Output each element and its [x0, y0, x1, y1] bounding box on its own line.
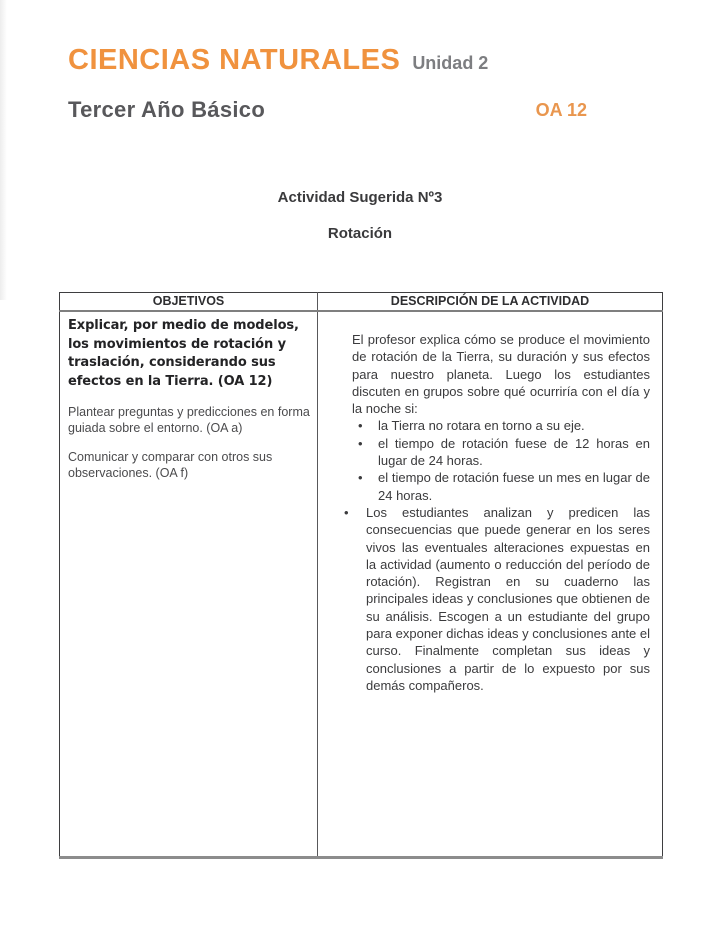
- document-header: [68, 44, 488, 77]
- unit-label: Unidad 2: [412, 53, 489, 73]
- column-header-objectives: OBJETIVOS: [60, 293, 318, 312]
- description-cell: [318, 311, 663, 858]
- page-edge-shading: [0, 0, 7, 300]
- oa-badge: OA 12: [535, 100, 587, 120]
- document-subheader: [68, 97, 720, 123]
- list-item: • el tiempo de rotación fuese un mes en lugar de 24 horas.: [352, 469, 650, 504]
- objective-secondary-text: Comunicar y comparar con otros sus observaciones. (OA f): [68, 450, 273, 481]
- description-intro: El profesor explica cómo se produce el movimiento de rotación de la Tierra, su duración y sus efectos para nuestro planeta. Luego los estudiantes discuten en grupos sobre qué ocurriría con el día y la noche si:: [352, 332, 650, 417]
- table-body-row: [60, 311, 663, 858]
- table-header-row: [60, 293, 663, 312]
- column-header-description: DESCRIPCIÓN DE LA ACTIVIDAD: [318, 293, 663, 312]
- list-item: • el tiempo de rotación fuese de 12 horas en lugar de 24 horas.: [352, 435, 650, 470]
- activity-subtitle: Rotación: [327, 225, 393, 242]
- list-item: • la Tierra no rotara en torno a su eje.: [352, 417, 650, 434]
- course-title: CIENCIAS NATURALES: [68, 44, 401, 76]
- description-main-bullet-list: [352, 504, 650, 694]
- objective-main-text: Explicar, por medio de modelos, los movimientos de rotación y traslación, considerando sus efectos en la Tierra. (OA 12): [68, 318, 299, 389]
- grade-title: Tercer Año Básico: [68, 97, 266, 122]
- activity-table: [59, 292, 663, 859]
- activity-title: Actividad Sugerida Nº3: [277, 189, 443, 206]
- objective-secondary-text: Plantear preguntas y predicciones en forma guiada sobre el entorno. (OA a): [68, 405, 310, 436]
- description-sub-bullet-list: [352, 417, 650, 503]
- objectives-cell: [60, 311, 318, 858]
- list-item: • Los estudiantes analizan y predicen las consecuencias que puede generar en los seres vivos las eventuales alteraciones expuestas en la actividad (aumento o reducción del período de rotación). Registran en su cuaderno las principales ideas y conclusiones que obtienen de su análisis. Escogen a un estudiante del grupo para exponer dichas ideas y conclusiones ante el curso. Finalmente completan sus ideas y conclusiones a partir de lo expuesto por sus demás compañeros.: [352, 504, 650, 694]
